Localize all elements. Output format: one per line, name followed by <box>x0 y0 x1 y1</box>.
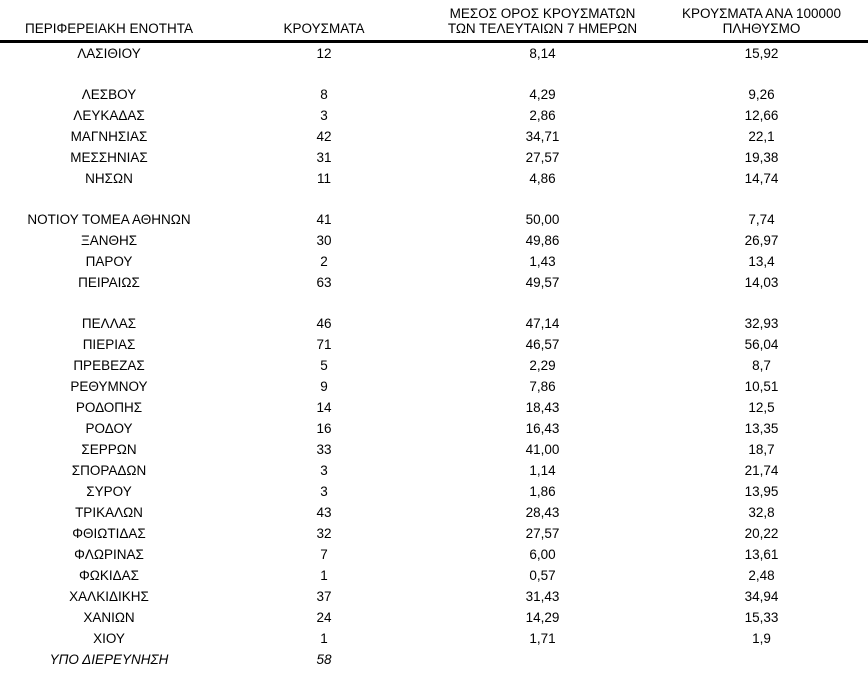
table-row <box>0 565 868 586</box>
cell-region: ΣΠΟΡΑΔΩΝ <box>71 463 147 478</box>
table-row <box>0 126 868 147</box>
table-row <box>0 586 868 607</box>
cell-region: ΧΙΟΥ <box>93 631 125 646</box>
header-row <box>0 0 868 42</box>
cell-region: ΤΡΙΚΑΛΩΝ <box>75 505 143 520</box>
cell-per100k: 14,03 <box>744 275 779 290</box>
cell-cases: 1 <box>320 568 328 583</box>
cell-cases: 3 <box>320 484 328 499</box>
column-header-avg7-label-line1: ΜΕΣΟΣ ΟΡΟΣ ΚΡΟΥΣΜΑΤΩΝ <box>449 6 636 21</box>
cell-cases: 46 <box>316 316 332 331</box>
cell-cases: 43 <box>316 505 332 520</box>
cell-region: ΠΕΛΛΑΣ <box>81 316 137 331</box>
table-row <box>0 42 868 65</box>
cell-avg7: 49,86 <box>525 233 560 248</box>
cell-cases: 11 <box>316 171 331 186</box>
cell-per100k: 21,74 <box>744 463 779 478</box>
cell-region: ΡΟΔΟΥ <box>85 421 133 436</box>
cell-avg7: 0,57 <box>529 568 556 583</box>
cell-per100k: 10,51 <box>744 379 779 394</box>
cell-region: ΦΘΙΩΤΙΔΑΣ <box>72 526 146 541</box>
cell-per100k: 1,9 <box>752 631 771 646</box>
spacer-row <box>0 189 868 209</box>
cell-avg7: 14,29 <box>525 610 560 625</box>
table-row <box>0 272 868 293</box>
table-row <box>0 397 868 418</box>
cell-region: ΧΑΝΙΩΝ <box>83 610 135 625</box>
table-row <box>0 418 868 439</box>
cell-region: ΠΑΡΟΥ <box>85 254 133 269</box>
cell-per100k: 15,33 <box>744 610 779 625</box>
cell-avg7: 41,00 <box>525 442 560 457</box>
cell-per100k: 34,94 <box>744 589 779 604</box>
cell-cases: 71 <box>316 337 332 352</box>
cell-cases: 3 <box>320 463 328 478</box>
table-header <box>0 0 868 42</box>
cell-cases: 63 <box>316 275 332 290</box>
cell-region: ΠΕΙΡΑΙΩΣ <box>78 275 140 290</box>
table-row <box>0 607 868 628</box>
cell-per100k: 13,4 <box>748 254 775 269</box>
cell-region: ΜΑΓΝΗΣΙΑΣ <box>70 129 148 144</box>
cell-region: ΛΕΣΒΟΥ <box>81 87 137 102</box>
cell-cases: 24 <box>316 610 332 625</box>
cell-avg7: 7,86 <box>529 379 556 394</box>
cell-avg7: 18,43 <box>525 400 560 415</box>
table-row <box>0 649 868 670</box>
cell-cases: 37 <box>316 589 332 604</box>
table-row <box>0 230 868 251</box>
cell-avg7: 4,86 <box>529 171 556 186</box>
cell-per100k: 9,26 <box>748 87 775 102</box>
cell-per100k: 13,61 <box>744 547 779 562</box>
spacer-row <box>0 64 868 84</box>
table-row <box>0 523 868 544</box>
spacer-cell <box>0 293 868 313</box>
cell-avg7: 2,29 <box>529 358 556 373</box>
cell-avg7: 49,57 <box>525 275 560 290</box>
cell-cases: 12 <box>316 46 332 61</box>
table-row <box>0 105 868 126</box>
cell-cases: 14 <box>316 400 332 415</box>
cell-cases: 3 <box>320 108 328 123</box>
column-header-per100k-label-line2: ΠΛΗΘΥΣΜΟ <box>722 21 801 36</box>
cell-per100k: 2,48 <box>748 568 775 583</box>
cell-per100k: 7,74 <box>748 212 775 227</box>
cell-region: ΛΕΥΚΑΔΑΣ <box>73 108 145 123</box>
cell-cases: 2 <box>320 254 328 269</box>
cell-cases: 8 <box>320 87 328 102</box>
cell-avg7: 46,57 <box>525 337 560 352</box>
table-row <box>0 481 868 502</box>
table-row <box>0 628 868 649</box>
cell-avg7: 4,29 <box>529 87 556 102</box>
cell-per100k: 32,93 <box>744 316 779 331</box>
cell-avg7: 2,86 <box>529 108 556 123</box>
cell-per100k: 32,8 <box>748 505 775 520</box>
cell-region: ΡΕΘΥΜΝΟΥ <box>70 379 148 394</box>
cell-region: ΝΟΤΙΟΥ ΤΟΜΕΑ ΑΘΗΝΩΝ <box>27 212 191 227</box>
cell-per100k: 13,95 <box>744 484 779 499</box>
cell-avg7: 27,57 <box>525 526 560 541</box>
cell-per100k: 19,38 <box>744 150 779 165</box>
table-row <box>0 147 868 168</box>
cell-region: ΧΑΛΚΙΔΙΚΗΣ <box>69 589 149 604</box>
cell-region: ΠΙΕΡΙΑΣ <box>82 337 136 352</box>
column-header-per100k <box>655 0 868 42</box>
cell-avg7: 27,57 <box>525 150 560 165</box>
cell-avg7: 1,43 <box>529 254 556 269</box>
cell-region: ΞΑΝΘΗΣ <box>80 233 138 248</box>
cell-per100k: 12,5 <box>748 400 775 415</box>
table-row <box>0 251 868 272</box>
cell-avg7: 28,43 <box>525 505 560 520</box>
cell-avg7: 31,43 <box>525 589 560 604</box>
cell-per100k: 8,7 <box>752 358 771 373</box>
cell-avg7: 16,43 <box>525 421 560 436</box>
table-row <box>0 376 868 397</box>
cell-per100k: 20,22 <box>744 526 779 541</box>
spacer-cell <box>0 64 868 84</box>
cell-region: ΠΡΕΒΕΖΑΣ <box>73 358 145 373</box>
cell-avg7: 34,71 <box>525 129 560 144</box>
table-row <box>0 168 868 189</box>
cell-avg7: 1,86 <box>529 484 556 499</box>
cell-avg7: 1,14 <box>529 463 556 478</box>
cell-cases: 31 <box>316 150 332 165</box>
cell-per100k: 56,04 <box>744 337 779 352</box>
table-row <box>0 355 868 376</box>
cell-cases: 5 <box>320 358 328 373</box>
column-header-cases <box>218 0 430 42</box>
table-row <box>0 209 868 230</box>
table-row <box>0 544 868 565</box>
cell-avg7 <box>430 649 655 670</box>
cell-avg7: 1,71 <box>529 631 556 646</box>
cell-region: ΣΥΡΟΥ <box>86 484 132 499</box>
table-row <box>0 502 868 523</box>
spacer-cell <box>0 189 868 209</box>
spacer-row <box>0 293 868 313</box>
cell-cases: 33 <box>316 442 332 457</box>
column-header-avg7 <box>430 0 655 42</box>
cell-per100k: 26,97 <box>744 233 779 248</box>
cell-region: ΝΗΣΩΝ <box>85 171 133 186</box>
cell-cases: 58 <box>316 652 332 667</box>
table-row <box>0 334 868 355</box>
table-body <box>0 42 868 671</box>
column-header-per100k-label-line1: ΚΡΟΥΣΜΑΤΑ ΑΝΑ 100000 <box>682 6 841 21</box>
cell-avg7: 47,14 <box>525 316 560 331</box>
table-row <box>0 84 868 105</box>
cell-per100k: 12,66 <box>744 108 779 123</box>
cell-region: ΥΠΟ ΔΙΕΡΕΥΝΗΣΗ <box>49 652 169 667</box>
cell-avg7: 8,14 <box>529 46 556 61</box>
cell-per100k: 15,92 <box>744 46 779 61</box>
cell-cases: 42 <box>316 129 332 144</box>
table-row <box>0 460 868 481</box>
cell-cases: 16 <box>316 421 332 436</box>
table-row <box>0 313 868 334</box>
cell-per100k <box>655 649 868 670</box>
cell-region: ΦΩΚΙΔΑΣ <box>79 568 139 583</box>
cell-per100k: 14,74 <box>744 171 779 186</box>
cell-region: ΣΕΡΡΩΝ <box>81 442 137 457</box>
cell-per100k: 22,1 <box>748 129 775 144</box>
table-row <box>0 439 868 460</box>
cell-region: ΦΛΩΡΙΝΑΣ <box>74 547 144 562</box>
column-header-avg7-label-line2: ΤΩΝ ΤΕΛΕΥΤΑΙΩΝ 7 ΗΜΕΡΩΝ <box>447 21 638 36</box>
cell-cases: 7 <box>320 547 328 562</box>
cell-cases: 30 <box>316 233 332 248</box>
cell-cases: 9 <box>320 379 328 394</box>
cell-cases: 32 <box>316 526 332 541</box>
cell-avg7: 6,00 <box>529 547 556 562</box>
cell-cases: 1 <box>320 631 328 646</box>
cell-cases: 41 <box>316 212 332 227</box>
column-header-cases-label: ΚΡΟΥΣΜΑΤΑ <box>283 21 365 36</box>
cell-per100k: 13,35 <box>744 421 779 436</box>
cell-region: ΡΟΔΟΠΗΣ <box>75 400 143 415</box>
cell-per100k: 18,7 <box>748 442 775 457</box>
cell-region: ΛΑΣΙΘΙΟΥ <box>77 46 141 61</box>
column-header-region-label: ΠΕΡΙΦΕΡΕΙΑΚΗ ΕΝΟΤΗΤΑ <box>24 21 194 36</box>
cell-region: ΜΕΣΣΗΝΙΑΣ <box>70 150 148 165</box>
cell-avg7: 50,00 <box>525 212 560 227</box>
column-header-region <box>0 0 218 42</box>
